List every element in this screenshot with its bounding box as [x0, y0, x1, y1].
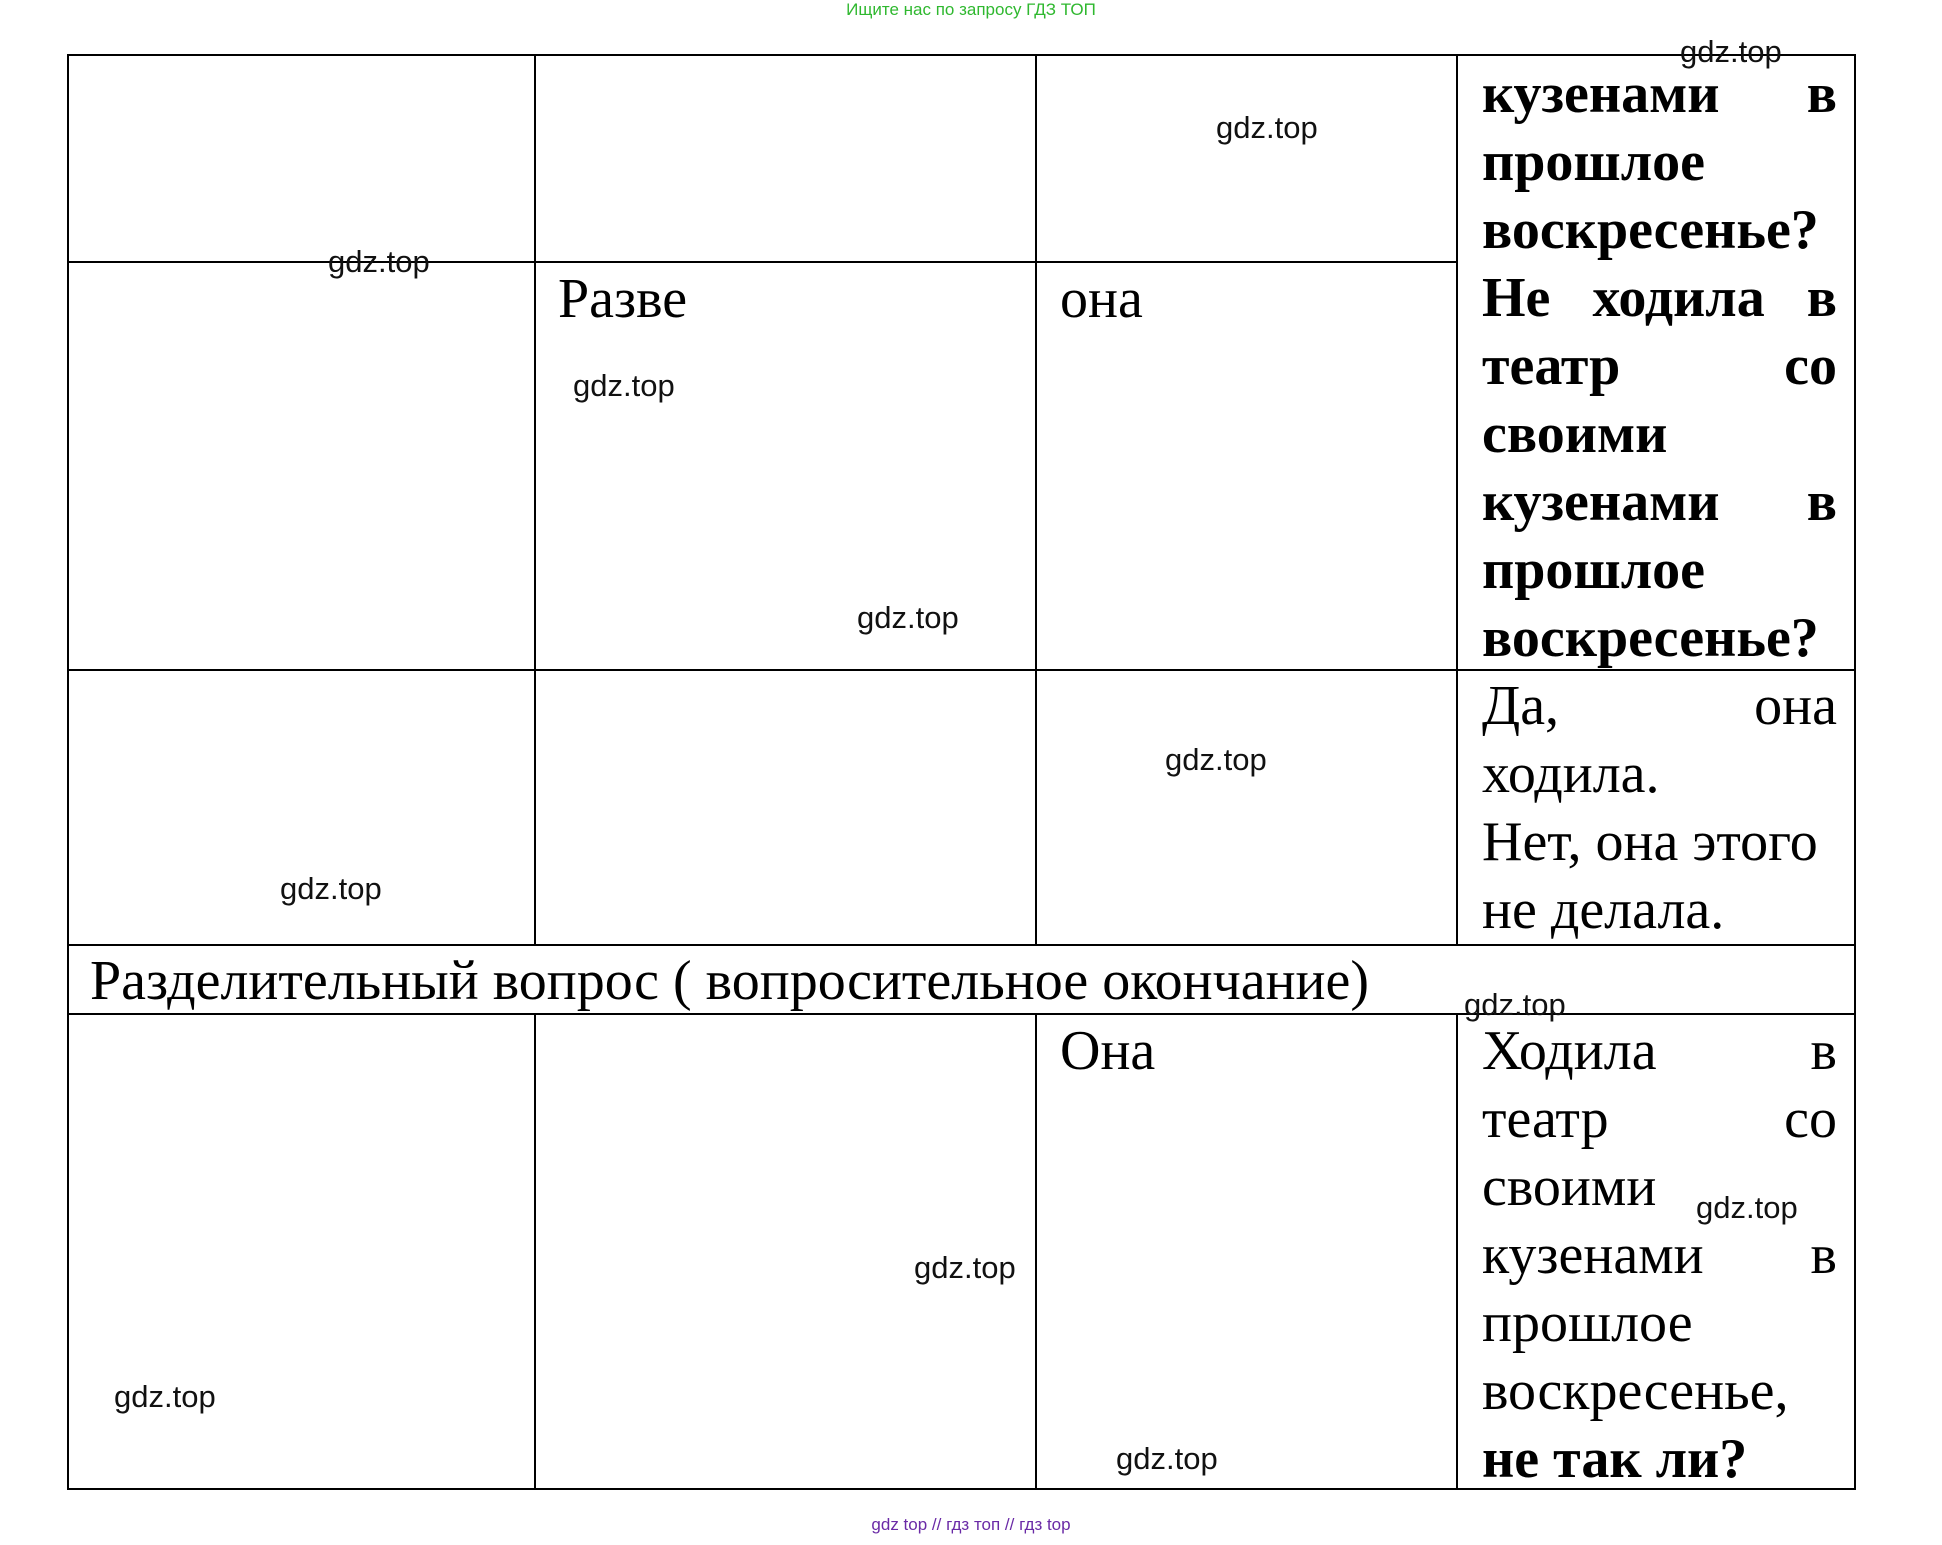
answer-block-replies — [1482, 672, 1837, 944]
col-divider-1-bottom — [534, 1014, 536, 1490]
cell-ona-capital: Она — [1060, 1020, 1156, 1082]
watermark: gdz.top — [1165, 742, 1267, 777]
cell-razve: Разве — [558, 268, 688, 330]
col-divider-3-bottom — [1456, 1014, 1458, 1490]
col-divider-3-top — [1456, 54, 1458, 946]
watermark: gdz.top — [1464, 987, 1566, 1022]
watermark: gdz.top — [114, 1379, 216, 1414]
answer-line: кузенами в — [1482, 63, 1837, 125]
answer-line: воскресенье? — [1482, 607, 1819, 669]
watermark: gdz.top — [1680, 34, 1782, 69]
answer-line: Нет, она этого — [1482, 811, 1818, 873]
col-divider-2-bottom — [1035, 1014, 1037, 1490]
answer-line: своими — [1482, 1156, 1657, 1218]
answer-block-general — [1482, 60, 1837, 672]
row-divider-3 — [67, 944, 1856, 946]
cell-ona: она — [1060, 268, 1143, 330]
table-border-right — [1854, 54, 1856, 1490]
answer-line: прошлое — [1482, 1292, 1693, 1354]
watermark: gdz.top — [1116, 1441, 1218, 1476]
footer-note: gdz top // гдз топ // гдз top — [871, 1515, 1071, 1534]
row-divider-1 — [67, 261, 1457, 263]
watermark: gdz.top — [280, 871, 382, 906]
table-border-top — [67, 54, 1856, 56]
table-border-left — [67, 54, 69, 1490]
answer-line: не делала. — [1482, 879, 1725, 941]
col-divider-1-top — [534, 54, 536, 946]
answer-line: воскресенье? — [1482, 199, 1819, 261]
answer-line: Не ходила в — [1482, 267, 1837, 329]
answer-line: своими — [1482, 403, 1668, 465]
answer-line: не так ли? — [1482, 1428, 1748, 1490]
answer-line: ходила. — [1482, 743, 1660, 805]
col-divider-2-top — [1035, 54, 1037, 946]
answer-line: прошлое — [1482, 539, 1705, 601]
watermark: gdz.top — [914, 1250, 1016, 1285]
answer-line: театр со — [1482, 1088, 1837, 1150]
answer-line: театр со — [1482, 335, 1837, 397]
watermark: gdz.top — [573, 368, 675, 403]
section-title: Разделительный вопрос ( вопросительное окончание) — [90, 950, 1370, 1012]
answer-block-tag — [1482, 1017, 1837, 1493]
answer-line: кузенами в — [1482, 471, 1837, 533]
watermark: gdz.top — [1696, 1190, 1798, 1225]
header-note: Ищите нас по запросу ГДЗ ТОП — [846, 0, 1096, 19]
answer-line: прошлое — [1482, 131, 1705, 193]
answer-line: Да, она — [1482, 675, 1837, 737]
answer-line: Ходила в — [1482, 1020, 1837, 1082]
watermark: gdz.top — [1216, 110, 1318, 145]
watermark: gdz.top — [328, 244, 430, 279]
watermark: gdz.top — [857, 600, 959, 635]
answer-line: воскресенье, — [1482, 1360, 1789, 1422]
answer-line: кузенами в — [1482, 1224, 1837, 1286]
